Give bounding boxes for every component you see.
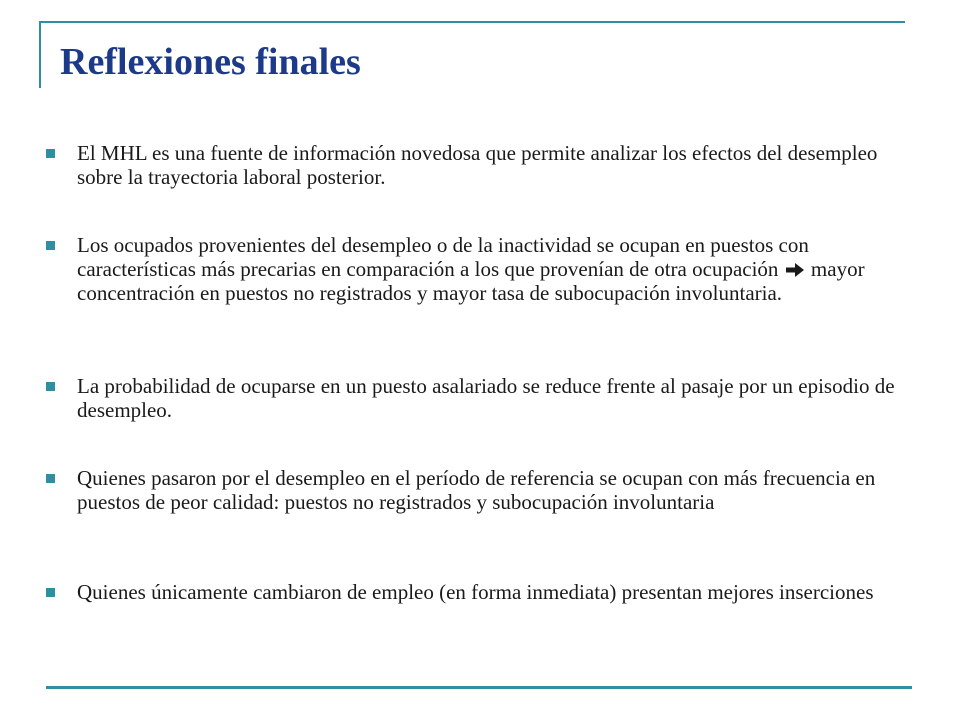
bullet-text: Quienes pasaron por el desempleo en el período de referencia se ocupan con más frecuencia en puestos de peor calidad: puestos no registrados y subocupación involuntaria xyxy=(77,466,876,514)
bullet-text: Quienes únicamente cambiaron de empleo (en forma inmediata) presentan mejores inserciones xyxy=(77,580,874,604)
bullet-text: La probabilidad de ocuparse en un puesto asalariado se reduce frente al pasaje por un episodio de desempleo. xyxy=(77,374,895,422)
bullet-text: El MHL es una fuente de información novedosa que permite analizar los efectos del desempleo sobre la trayectoria laboral posterior. xyxy=(77,141,878,189)
bullet-text xyxy=(77,233,907,305)
frame-bottom-line xyxy=(46,686,912,689)
square-bullet-icon xyxy=(46,149,55,158)
square-bullet-icon xyxy=(46,588,55,597)
square-bullet-icon xyxy=(46,474,55,483)
square-bullet-icon xyxy=(46,241,55,250)
right-arrow-icon xyxy=(786,263,804,277)
slide-title: Reflexiones finales xyxy=(60,41,361,83)
square-bullet-icon xyxy=(46,382,55,391)
bullet-text-after-arrow: mayor concentración en puestos no registrados y mayor tasa de subocupación involuntaria. xyxy=(77,257,865,305)
bullet-text-before-arrow: Los ocupados provenientes del desempleo o de la inactividad se ocupan en puestos con características más precarias en comparación a los que provenían de otra ocupación xyxy=(77,233,809,281)
